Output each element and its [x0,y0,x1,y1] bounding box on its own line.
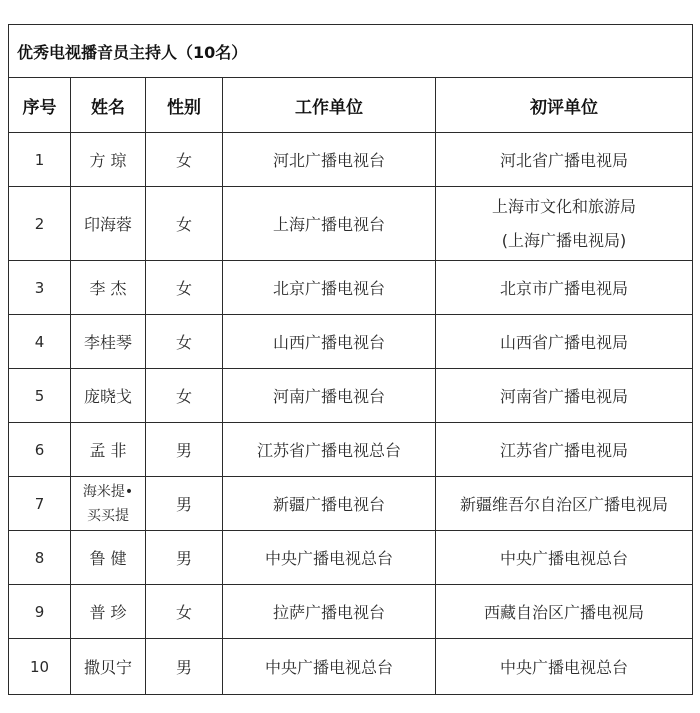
header-review-unit: 初评单位 [436,78,693,133]
row-review-unit: 河北省广播电视局 [436,133,693,187]
review-unit-line-2: (上海广播电视局) [501,230,627,250]
header-index: 序号 [9,78,71,133]
row-gender: 男 [146,423,223,477]
row-index: 9 [9,585,71,639]
header-row [9,78,693,133]
table-row [9,315,693,369]
row-name: 撒贝宁 [71,639,146,695]
row-gender: 男 [146,477,223,531]
row-name [71,477,146,531]
row-index: 4 [9,315,71,369]
header-gender: 性别 [146,78,223,133]
row-gender: 男 [146,531,223,585]
row-work-unit: 河北广播电视台 [223,133,436,187]
row-gender: 男 [146,639,223,695]
row-work-unit: 山西广播电视台 [223,315,436,369]
table-row [9,531,693,585]
row-index: 3 [9,261,71,315]
row-name: 庞晓戈 [71,369,146,423]
row-name: 普 珍 [71,585,146,639]
row-gender: 女 [146,369,223,423]
row-index: 7 [9,477,71,531]
row-index: 10 [9,639,71,695]
row-gender: 女 [146,187,223,261]
row-index: 1 [9,133,71,187]
name-line-2: 买买提 [87,507,129,524]
row-name: 李桂琴 [71,315,146,369]
row-work-unit: 拉萨广播电视台 [223,585,436,639]
table-row [9,133,693,187]
row-review-unit: 中央广播电视总台 [436,531,693,585]
row-review-unit: 江苏省广播电视局 [436,423,693,477]
table-row [9,261,693,315]
row-review-unit: 中央广播电视总台 [436,639,693,695]
title-row [9,25,693,78]
table-row [9,639,693,695]
awards-table [8,24,693,695]
name-line-1: 海米提• [82,483,134,500]
row-gender: 女 [146,133,223,187]
row-review-unit: 河南省广播电视局 [436,369,693,423]
table-row [9,477,693,531]
row-work-unit: 河南广播电视台 [223,369,436,423]
row-review-unit: 西藏自治区广播电视局 [436,585,693,639]
table-row [9,585,693,639]
row-index: 8 [9,531,71,585]
row-review-unit: 北京市广播电视局 [436,261,693,315]
header-name: 姓名 [71,78,146,133]
table-row [9,187,693,261]
row-work-unit: 中央广播电视总台 [223,639,436,695]
row-work-unit: 新疆广播电视台 [223,477,436,531]
row-review-unit: 山西省广播电视局 [436,315,693,369]
row-gender: 女 [146,261,223,315]
row-name: 李 杰 [71,261,146,315]
table-row [9,369,693,423]
row-work-unit: 中央广播电视总台 [223,531,436,585]
row-gender: 女 [146,585,223,639]
row-index: 5 [9,369,71,423]
row-gender: 女 [146,315,223,369]
row-review-unit [436,187,693,261]
row-name: 印海蓉 [71,187,146,261]
review-unit-line-1: 上海市文化和旅游局 [492,196,637,216]
row-name: 方 琼 [71,133,146,187]
table-title: 优秀电视播音员主持人（10名） [9,25,693,78]
row-index: 2 [9,187,71,261]
row-work-unit: 北京广播电视台 [223,261,436,315]
table-row [9,423,693,477]
row-name: 孟 非 [71,423,146,477]
header-work-unit: 工作单位 [223,78,436,133]
row-review-unit: 新疆维吾尔自治区广播电视局 [436,477,693,531]
row-name: 鲁 健 [71,531,146,585]
row-work-unit: 上海广播电视台 [223,187,436,261]
row-index: 6 [9,423,71,477]
row-work-unit: 江苏省广播电视总台 [223,423,436,477]
